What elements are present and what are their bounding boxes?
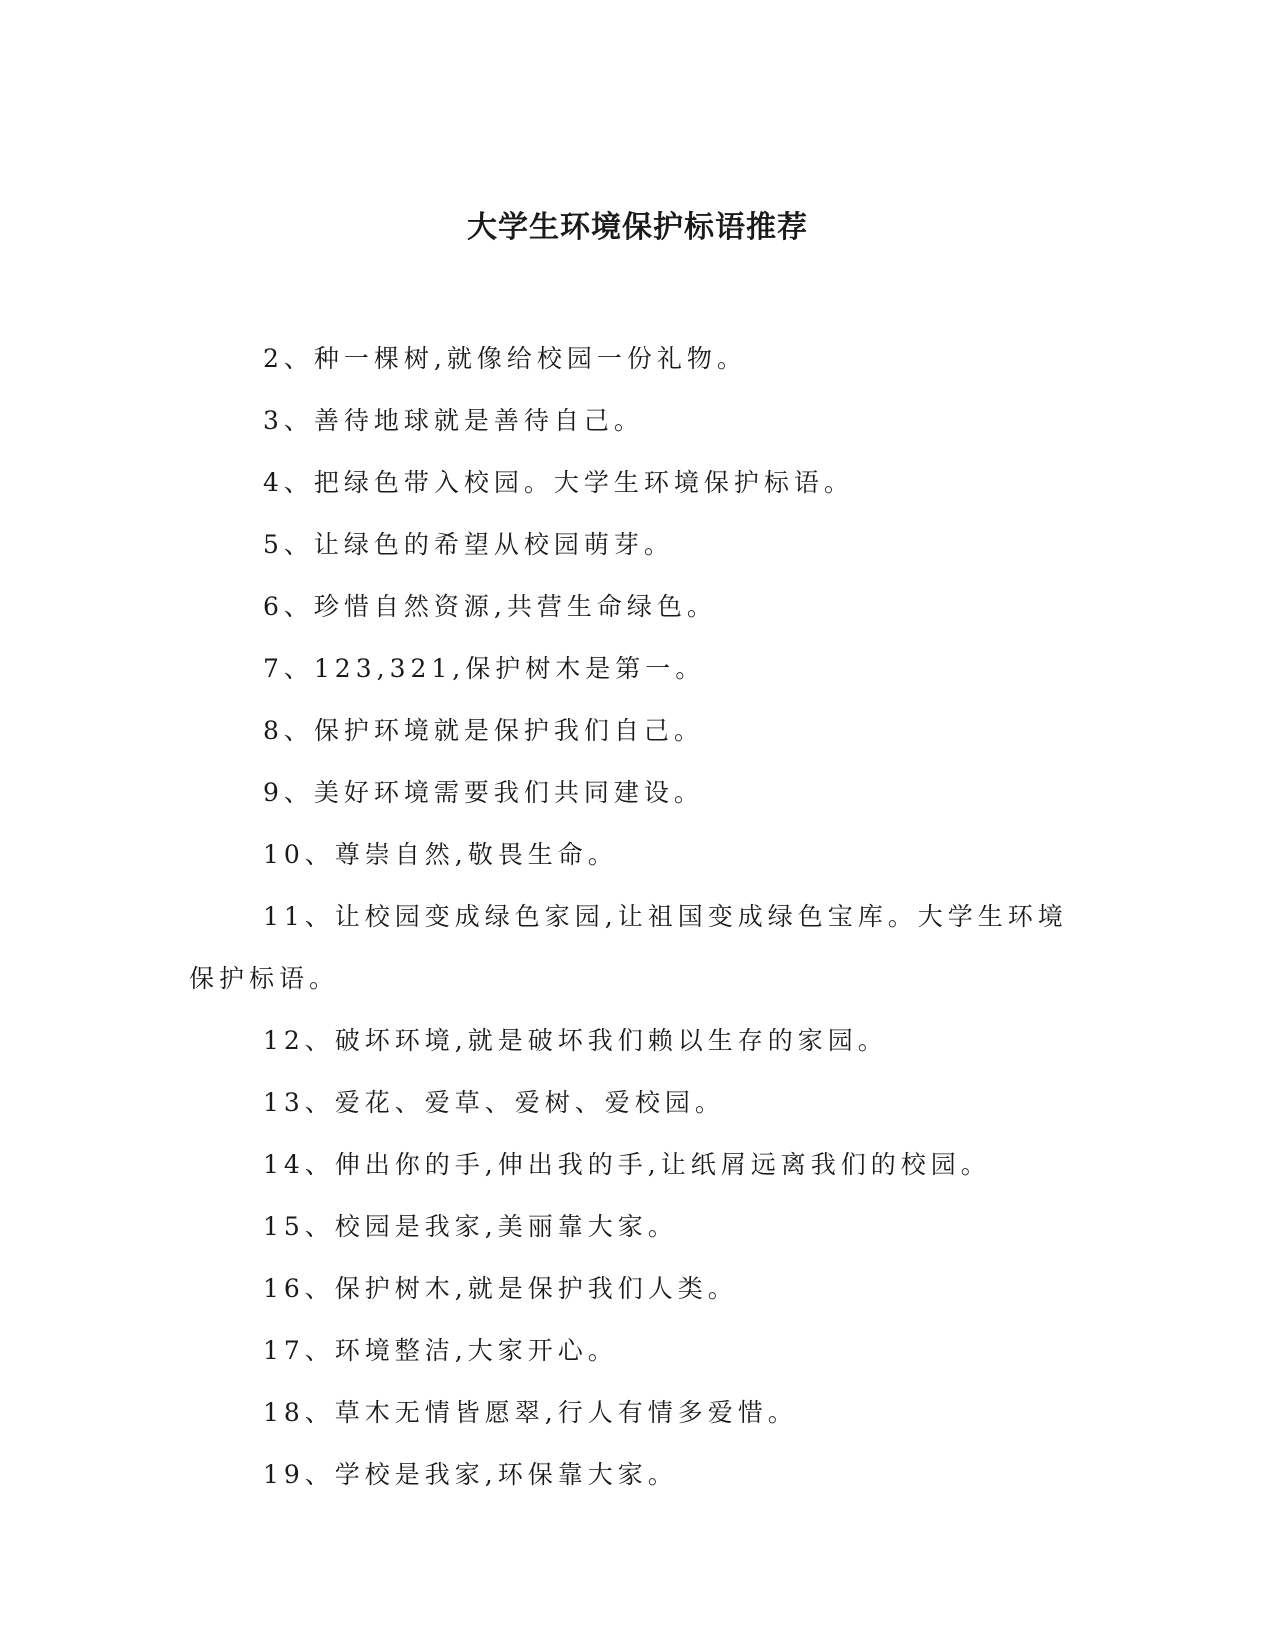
slogan-item: 15、校园是我家,美丽靠大家。: [263, 1212, 678, 1241]
slogan-item: 14、伸出你的手,伸出我的手,让纸屑远离我们的校园。: [263, 1150, 991, 1179]
slogan-item: 7、123,321,保护树木是第一。: [263, 654, 706, 683]
slogan-item: 2、种一棵树,就像给校园一份礼物。: [263, 344, 747, 373]
slogan-list: [189, 328, 1089, 1506]
slogan-item: 19、学校是我家,环保靠大家。: [263, 1460, 678, 1489]
slogan-item: 11、让校园变成绿色家园,让祖国变成绿色宝库。大学生环境保护标语。: [189, 902, 1068, 993]
page-title: 大学生环境保护标语推荐: [467, 210, 808, 245]
slogan-item: 4、把绿色带入校园。大学生环境保护标语。: [263, 468, 854, 497]
slogan-item: 10、尊崇自然,敬畏生命。: [263, 840, 618, 869]
slogan-item: 9、美好环境需要我们共同建设。: [263, 778, 704, 807]
slogan-item: 5、让绿色的希望从校园萌芽。: [263, 530, 674, 559]
slogan-item: 3、善待地球就是善待自己。: [263, 406, 644, 435]
slogan-item: 6、珍惜自然资源,共营生命绿色。: [263, 592, 717, 621]
slogan-item: 16、保护树木,就是保护我们人类。: [263, 1274, 738, 1303]
slogan-item: 17、环境整洁,大家开心。: [263, 1336, 618, 1365]
slogan-item: 13、爱花、爱草、爱树、爱校园。: [263, 1088, 725, 1117]
slogan-item: 12、破坏环境,就是破坏我们赖以生存的家园。: [263, 1026, 888, 1055]
slogan-item: 8、保护环境就是保护我们自己。: [263, 716, 704, 745]
slogan-item: 18、草木无情皆愿翠,行人有情多爱惜。: [263, 1398, 798, 1427]
